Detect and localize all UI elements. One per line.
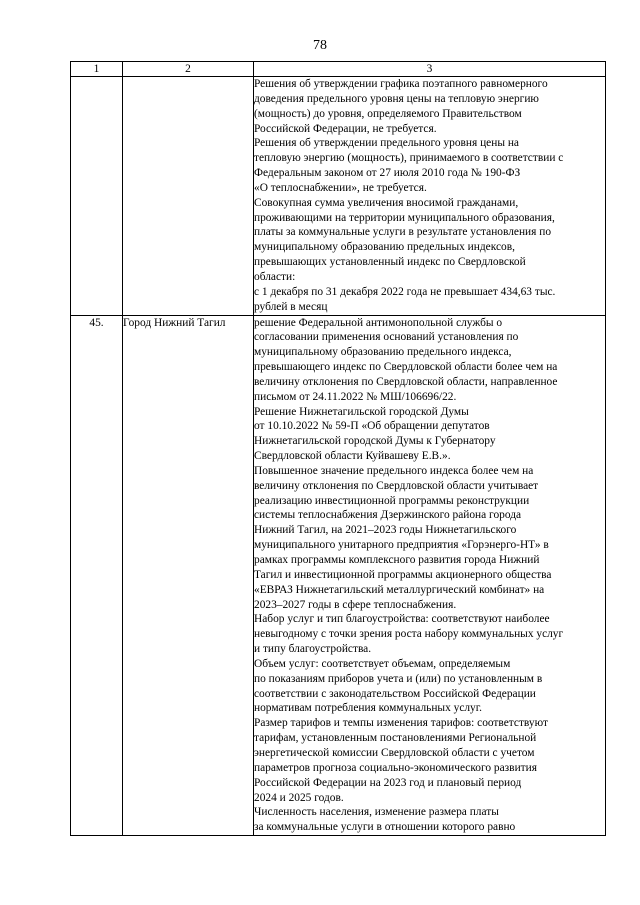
text-line: от 10.10.2022 № 59-П «Об обращении депутатов [254,420,490,433]
text-line: письмом от 24.11.2022 № МШ/106696/22. [254,390,457,403]
text-line: тарифам, установленным постановлениями Региональной [254,732,537,745]
text-line: области: [254,270,296,283]
text-line: Размер тарифов и темпы изменения тарифов: соответствуют [254,717,548,730]
text-line: энергетической комиссии Свердловской области с учетом [254,746,535,759]
text-line: рублей в месяц [254,300,328,313]
text-line: (мощность) до уровня, определяемого Правительством [254,107,522,120]
text-line: согласовании применения оснований установления по [254,331,519,344]
column-header-3: 3 [254,62,606,77]
text-line: муниципальному образованию предельных индексов, [254,241,515,254]
row-number-cell [71,77,123,316]
text-line: превышающих установленный индекс по Свердловской [254,256,526,269]
text-line: Решения об утверждении предельного уровня цены на [254,137,519,150]
text-line: Решение Нижнетагильской городской Думы [254,405,469,418]
text-line: «О теплоснабжении», не требуется. [254,181,427,194]
text-line: величину отклонения по Свердловской области, направленное [254,375,558,388]
text-line: муниципальному образованию предельного индекса, [254,346,512,359]
text-line: Нижнетагильской городской Думы к Губернатору [254,435,496,448]
text-line: «ЕВРАЗ Нижнетагильский металлургический комбинат» на [254,583,545,596]
text-line: Свердловской области Куйвашеву Е.В.». [254,450,451,463]
table-row [71,77,606,316]
text-line: 2023–2027 годы в сфере теплоснабжения. [254,598,457,611]
text-line: Российской Федерации на 2023 год и плановый период [254,776,522,789]
text-line: решение Федеральной антимонопольной службы о [254,316,503,329]
text-line: Набор услуг и тип благоустройства: соответствуют наиболее [254,613,550,626]
text-line: проживающими на территории муниципального образования, [254,211,555,224]
municipality-cell [123,77,254,316]
text-line: доведения предельного уровня цены на тепловую энергию [254,92,539,105]
text-line: Объем услуг: соответствует объемам, определяемым [254,657,511,670]
municipality-cell: Город Нижний Тагил [123,315,254,836]
text-line: превышающего индекс по Свердловской области более чем на [254,361,558,374]
text-line: Тагил и инвестиционной программы акционерного общества [254,568,552,581]
text-line: соответствии с законодательством Российской Федерации [254,687,536,700]
text-line: Решения об утверждении графика поэтапного равномерного [254,78,548,90]
header-row [71,62,606,77]
row-number-cell: 45. [71,315,123,836]
table-row [71,315,606,836]
basis-text-cell [254,315,606,836]
text-line: реализацию инвестиционной программы реконструкции [254,494,530,507]
text-line: Федеральным законом от 27 июля 2010 года № 190-ФЗ [254,167,521,180]
basis-text-cell [254,77,606,316]
text-line: с 1 декабря по 31 декабря 2022 года не превышает 434,63 тыс. [254,285,556,298]
text-line: Нижний Тагил, на 2021–2023 годы Нижнетагильского [254,524,517,537]
text-line: платы за коммунальные услуги в результате установления по [254,226,552,239]
text-line: невыгодному с точки зрения роста набору коммунальных услуг [254,628,564,641]
text-line: 2024 и 2025 годов. [254,791,344,804]
text-line: рамках программы комплексного развития города Нижний [254,554,540,566]
text-line: муниципального унитарного предприятия «Горэнерго-НТ» в [254,539,549,552]
column-header-1: 1 [71,62,123,77]
text-line: за коммунальные услуги в отношении которого равно [254,821,516,834]
text-line: тепловую энергию (мощность), принимаемого в соответствии с [254,152,564,165]
text-line: Российской Федерации, не требуется. [254,122,437,135]
text-line: и типу благоустройства. [254,643,372,656]
text-line: системы теплоснабжения Дзержинского района города [254,509,522,522]
text-line: по показаниям приборов учета и (или) по установленным в [254,672,543,685]
text-line: параметров прогноза социально-экономического развития [254,761,537,774]
text-line: величину отклонения по Свердловской области учитывает [254,479,539,492]
text-line: Численность населения, изменение размера платы [254,806,499,819]
column-header-2: 2 [123,62,254,77]
indices-table [70,61,606,836]
text-line: нормативам потребления коммунальных услуг. [254,702,482,715]
page-number: 78 [313,38,327,53]
text-line: Совокупная сумма увеличения вносимой гражданами, [254,196,519,209]
text-line: Повышенное значение предельного индекса более чем на [254,464,534,477]
